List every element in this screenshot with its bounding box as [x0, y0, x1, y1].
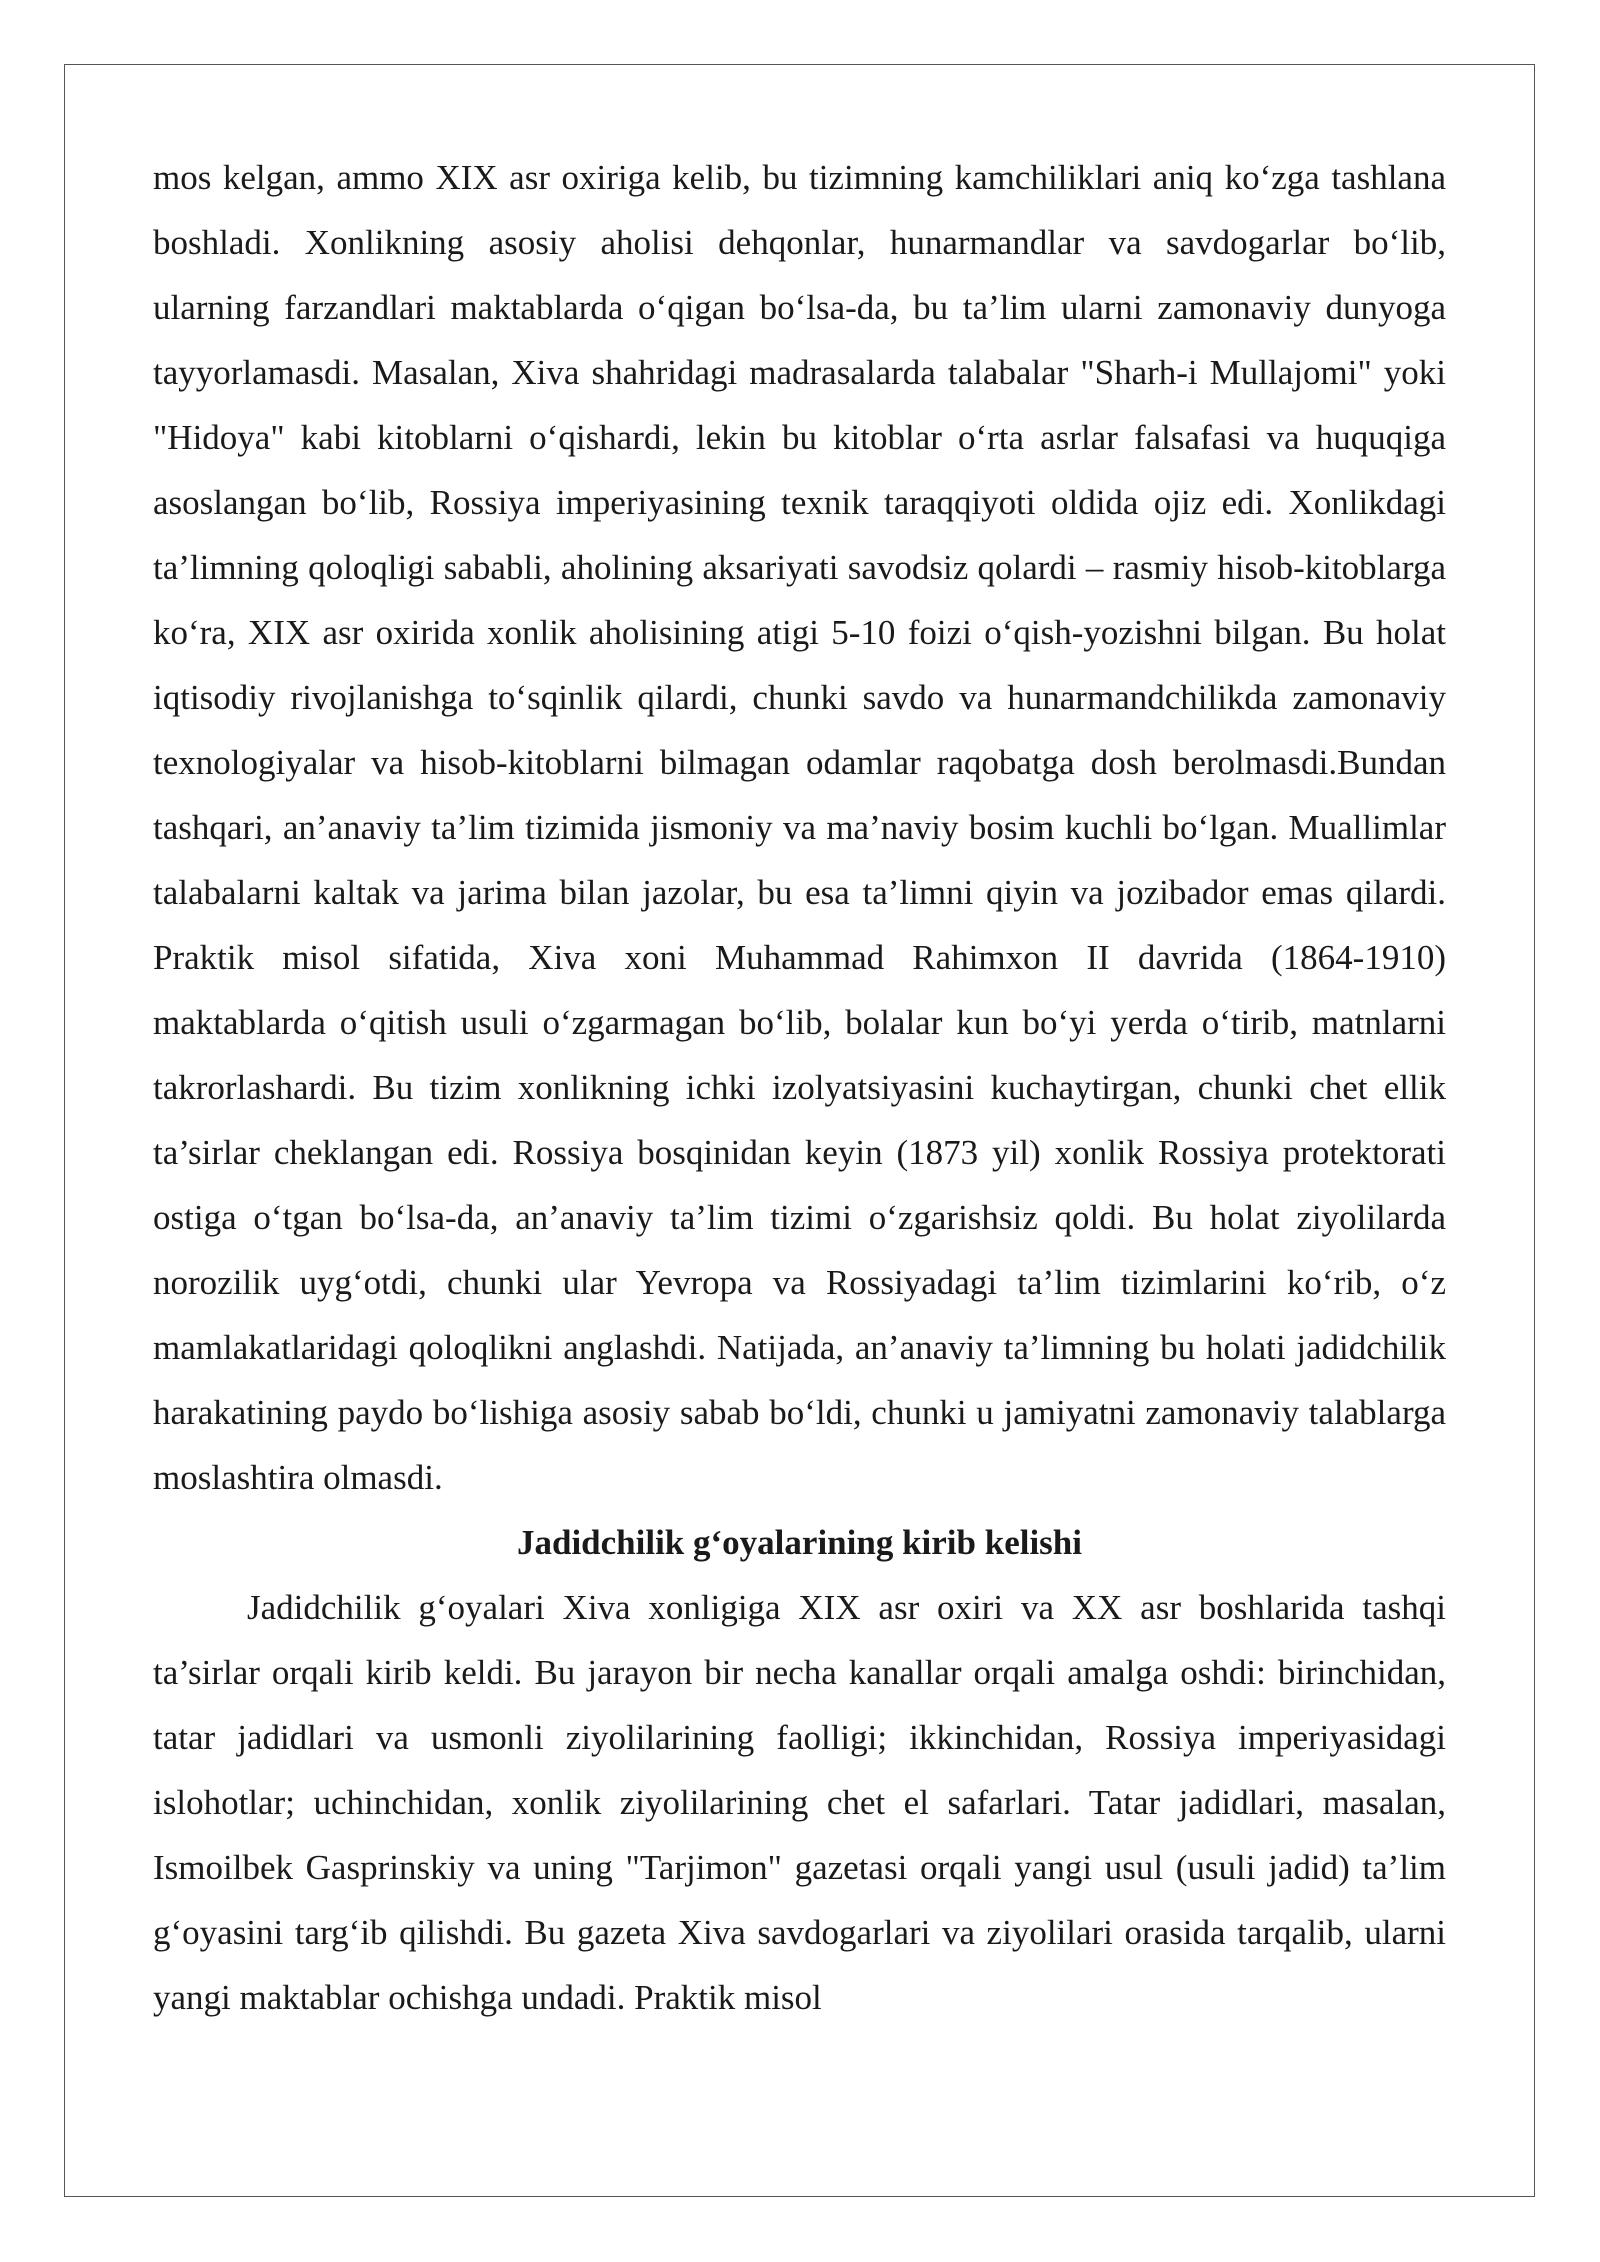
document-body	[153, 145, 1446, 2030]
body-paragraph: Jadidchilik g‘oyalari Xiva xonligiga XIX asr oxiri va XX asr boshlarida tashqi ta’sirlar orqali kirib keldi. Bu jarayon bir necha kanallar orqali amalga oshdi: birinchidan, tatar jadidlari va usmonli ziyolilarining faolligi; ikkinchidan, Rossiya imperiyasidagi islohotlar; uchinchidan, xonlik ziyolilarining chet el safarlari. Tatar jadidlari, masalan, Ismoilbek Gasprinskiy va uning "Tarjimon" gazetasi orqali yangi usul (usuli jadid) ta’lim g‘oyasini targ‘ib qilishdi. Bu gazeta Xiva savdogarlari va ziyolilari orasida tarqalib, ularni yangi maktablar ochishga undadi. Praktik misol	[153, 1588, 1446, 2017]
body-paragraph: mos kelgan, ammo XIX asr oxiriga kelib, bu tizimning kamchiliklari aniq ko‘zga tashlana boshladi. Xonlikning asosiy aholisi dehqonlar, hunarmandlar va savdogarlar bo‘lib, ularning farzandlari maktablarda o‘qigan bo‘lsa-da, bu ta’lim ularni zamonaviy dunyoga tayyorlamasdi. Masalan, Xiva shahridagi madrasalarda talabalar "Sharh-i Mullajomi" yoki "Hidoya" kabi kitoblarni o‘qishardi, lekin bu kitoblar o‘rta asrlar falsafasi va huquqiga asoslangan bo‘lib, Rossiya imperiyasining texnik taraqqiyoti oldida ojiz edi. Xonlikdagi ta’limning qoloqligi sababli, aholining aksariyati savodsiz qolardi – rasmiy hisob-kitoblarga ko‘ra, XIX asr oxirida xonlik aholisining atigi 5-10 foizi o‘qish-yozishni bilgan. Bu holat iqtisodiy rivojlanishga to‘sqinlik qilardi, chunki savdo va hunarmandchilikda zamonaviy texnologiyalar va hisob-kitoblarni bilmagan odamlar raqobatga dosh berolmasdi.Bundan tashqari, an’anaviy ta’lim tizimida jismoniy va ma’naviy bosim kuchli bo‘lgan. Muallimlar talabalarni kaltak va jarima bilan jazolar, bu esa ta’limni qiyin va jozibador emas qilardi. Praktik misol sifatida, Xiva xoni Muhammad Rahimxon II davrida (1864-1910) maktablarda o‘qitish usuli o‘zgarmagan bo‘lib, bolalar kun bo‘yi yerda o‘tirib, matnlarni takrorlashardi. Bu tizim xonlikning ichki izolyatsiyasini kuchaytirgan, chunki chet ellik ta’sirlar cheklangan edi. Rossiya bosqinidan keyin (1873 yil) xonlik Rossiya protektorati ostiga o‘tgan bo‘lsa-da, an’anaviy ta’lim tizimi o‘zgarishsiz qoldi. Bu holat ziyolilarda norozilik uyg‘otdi, chunki ular Yevropa va Rossiyadagi ta’lim tizimlarini ko‘rib, o‘z mamlakatlaridagi qoloqlikni anglashdi. Natijada, an’anaviy ta’limning bu holati jadidchilik harakatining paydo bo‘lishiga asosiy sabab bo‘ldi, chunki u jamiyatni zamonaviy talablarga moslashtira olmasdi.	[153, 158, 1446, 1497]
section-heading: Jadidchilik g‘oyalarining kirib kelishi	[516, 1523, 1082, 1562]
